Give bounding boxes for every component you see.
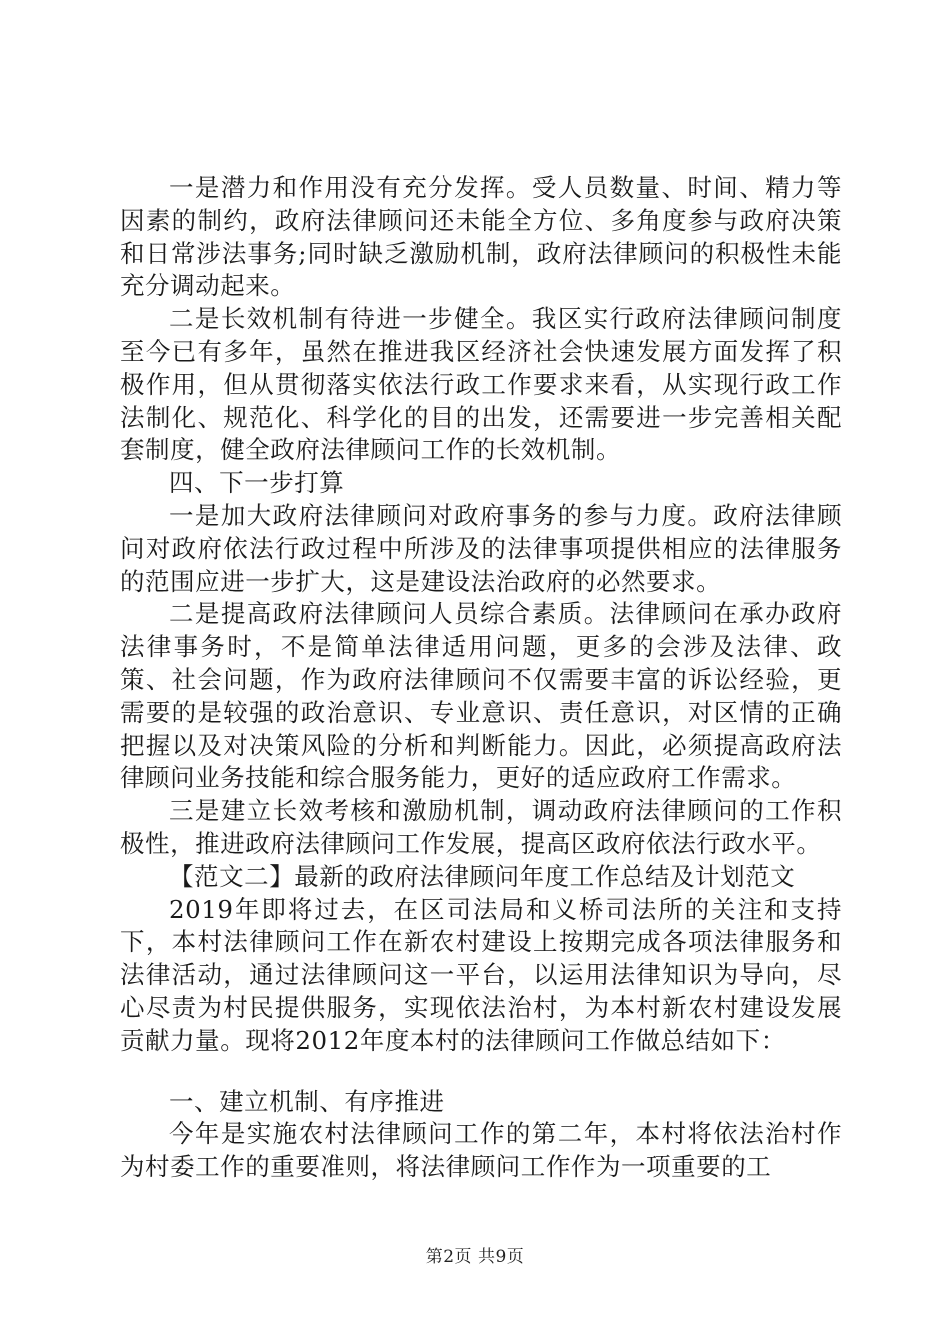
paragraph: 一是加大政府法律顾问对政府事务的参与力度。政府法律顾问对政府依法行政过程中所涉及的法律事项提供相应的法律服务的范围应进一步扩大，这是建设法治政府的必然要求。 — [120, 500, 842, 596]
page-number: 第2页 共9页 — [425, 1247, 525, 1267]
example-title: 【范文二】最新的政府法律顾问年度工作总结及计划范文 — [169, 861, 796, 891]
paragraph: 二是长效机制有待进一步健全。我区实行政府法律顾问制度至今已有多年，虽然在推进我区经济社会快速发展方面发挥了积极作用，但从贯彻落实依法行政工作要求来看，从实现行政工作法制化、规范化、科学化的目的出发，还需要进一步完善相关配套制度，健全政府法律顾问工作的长效机制。 — [120, 304, 842, 465]
section-heading: 四、下一步打算 — [169, 468, 345, 498]
paragraph: 二是提高政府法律顾问人员综合素质。法律顾问在承办政府法律事务时，不是简单法律适用问题，更多的会涉及法律、政策、社会问题，作为政府法律顾问不仅需要丰富的诉讼经验，更需要的是较强的政治意识、专业意识、责任意识，对区情的正确把握以及对决策风险的分析和判断能力。因此，必须提高政府法律顾问业务技能和综合服务能力，更好的适应政府工作需求。 — [120, 599, 842, 793]
document-body — [120, 172, 842, 1184]
paragraph-gap — [120, 1058, 842, 1086]
paragraph: 2019年即将过去，在区司法局和义桥司法所的关注和支持下，本村法律顾问工作在新农村建设上按期完成各项法律服务和法律活动，通过法律顾问这一平台，以运用法律知识为导向，尽心尽责为村民提供服务，实现依法治村，为本村新农村建设发展贡献力量。现将2012年度本村的法律顾问工作做总结如下： — [120, 894, 842, 1055]
paragraph: 今年是实施农村法律顾问工作的第二年，本村将依法治村作为村委工作的重要准则，将法律顾问工作作为一项重要的工 — [120, 1119, 842, 1182]
paragraph: 一是潜力和作用没有充分发挥。受人员数量、时间、精力等因素的制约，政府法律顾问还未能全方位、多角度参与政府决策和日常涉法事务;同时缺乏激励机制，政府法律顾问的积极性未能充分调动起来。 — [120, 173, 842, 301]
section-heading: 一、建立机制、有序推进 — [169, 1086, 445, 1116]
paragraph: 三是建立长效考核和激励机制，调动政府法律顾问的工作积极性，推进政府法律顾问工作发展，提高区政府依法行政水平。 — [120, 796, 842, 858]
